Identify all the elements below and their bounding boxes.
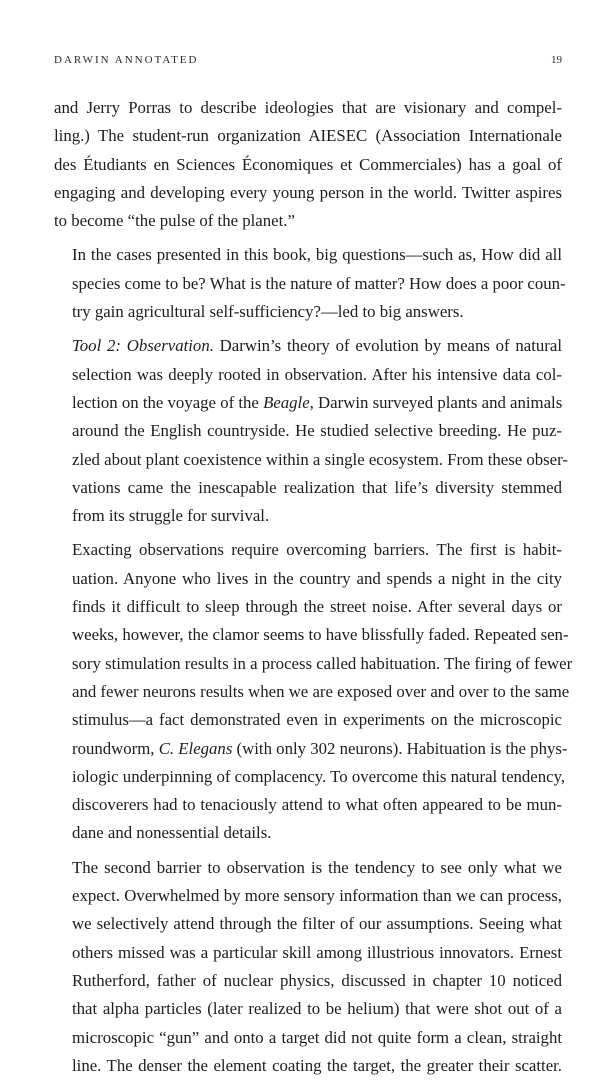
text-line: des Étudiants en Sciences Économiques et Commerciales) has a goal of — [54, 154, 562, 174]
text-line: Rutherford, father of nuclear physics, discussed in chapter 10 noticed — [72, 970, 562, 990]
text-line: to become “the pulse of the planet.” — [54, 211, 295, 231]
paragraph — [54, 332, 568, 530]
page-number: 19 — [551, 54, 562, 66]
text-line: uation. Anyone who lives in the country and spends a night in the city — [72, 568, 562, 588]
italic-text: C. Elegans — [158, 738, 233, 758]
text-line: zled about plant coexistence within a single ecosystem. From these obser- — [72, 449, 568, 469]
text-line: In the cases presented in this book, big questions—such as, How did all — [72, 245, 562, 265]
text-line: Exacting observations require overcoming barriers. The first is habit- — [72, 540, 562, 560]
text-line: species come to be? What is the nature of matter? How does a poor coun- — [72, 273, 566, 293]
body-text — [54, 94, 573, 1080]
text-line: that alpha particles (later realized to be helium) that were shot out of a — [72, 999, 562, 1019]
text-line: and Jerry Porras to describe ideologies that are visionary and compel- — [54, 98, 562, 117]
text-line — [54, 389, 562, 417]
text-line: vations came the inescapable realization that life’s diversity stemmed — [72, 477, 562, 497]
text-line: discoverers had to tenaciously attend to what often appeared to be mun- — [72, 795, 562, 815]
text-line: engaging and developing every young person in the world. Twitter aspires — [54, 182, 562, 202]
text-line: sory stimulation results in a process called habituation. The firing of fewer — [72, 653, 573, 673]
text-line: iologic underpinning of complacency. To overcome this natural tendency, — [72, 766, 566, 786]
text-segment: Darwin’s theory of evolution by means of natural — [213, 336, 562, 356]
text-line — [54, 332, 562, 360]
text-line: from its struggle for survival. — [72, 506, 270, 526]
italic-text: Tool 2: Observation. — [72, 336, 214, 356]
text-line: selection was deeply rooted in observation. After his intensive data col- — [72, 364, 562, 384]
paragraph — [54, 854, 562, 1080]
text-line: we selectively attend through the filter of our assumptions. Seeing what — [72, 914, 562, 934]
text-line: dane and nonessential details. — [72, 823, 272, 843]
text-line: expect. Overwhelmed by more sensory information than we can process, — [72, 886, 562, 906]
text-line: line. The denser the element coating the target, the greater their scatter. — [72, 1055, 562, 1075]
running-head: DARWIN ANNOTATED — [54, 54, 199, 66]
text-segment: roundworm, — [72, 738, 159, 758]
text-line: stimulus—a fact demonstrated even in experiments on the microscopic — [72, 710, 562, 730]
text-segment: , Darwin surveyed plants and animals — [309, 392, 563, 412]
text-line — [54, 735, 568, 763]
text-line: weeks, however, the clamor seems to have blissfully faded. Repeated sen- — [72, 625, 569, 645]
text-line: around the English countryside. He studied selective breeding. He puz- — [72, 421, 562, 441]
text-segment: (with only 302 neurons). Habituation is the phys- — [232, 738, 568, 758]
paragraph — [54, 536, 573, 847]
text-segment: lection on the voyage of the — [72, 392, 264, 412]
text-line: The second barrier to observation is the tendency to see only what we — [72, 857, 562, 877]
text-line: ling.) The student-run organization AIESEC (Association Internationale — [54, 126, 562, 146]
text-line: others missed was a particular skill among illustrious innovators. Ernest — [72, 942, 562, 962]
text-line: try gain agricultural self-sufficiency?—led to big answers. — [72, 302, 464, 322]
text-line: and fewer neurons results when we are exposed over and over to the same — [72, 681, 570, 701]
paragraph — [54, 94, 562, 235]
text-line: microscopic “gun” and onto a target did not quite form a clean, straight — [72, 1027, 562, 1047]
text-line: finds it difficult to sleep through the street noise. After several days or — [72, 597, 562, 617]
paragraph — [54, 241, 566, 326]
italic-text: Beagle — [263, 392, 310, 412]
